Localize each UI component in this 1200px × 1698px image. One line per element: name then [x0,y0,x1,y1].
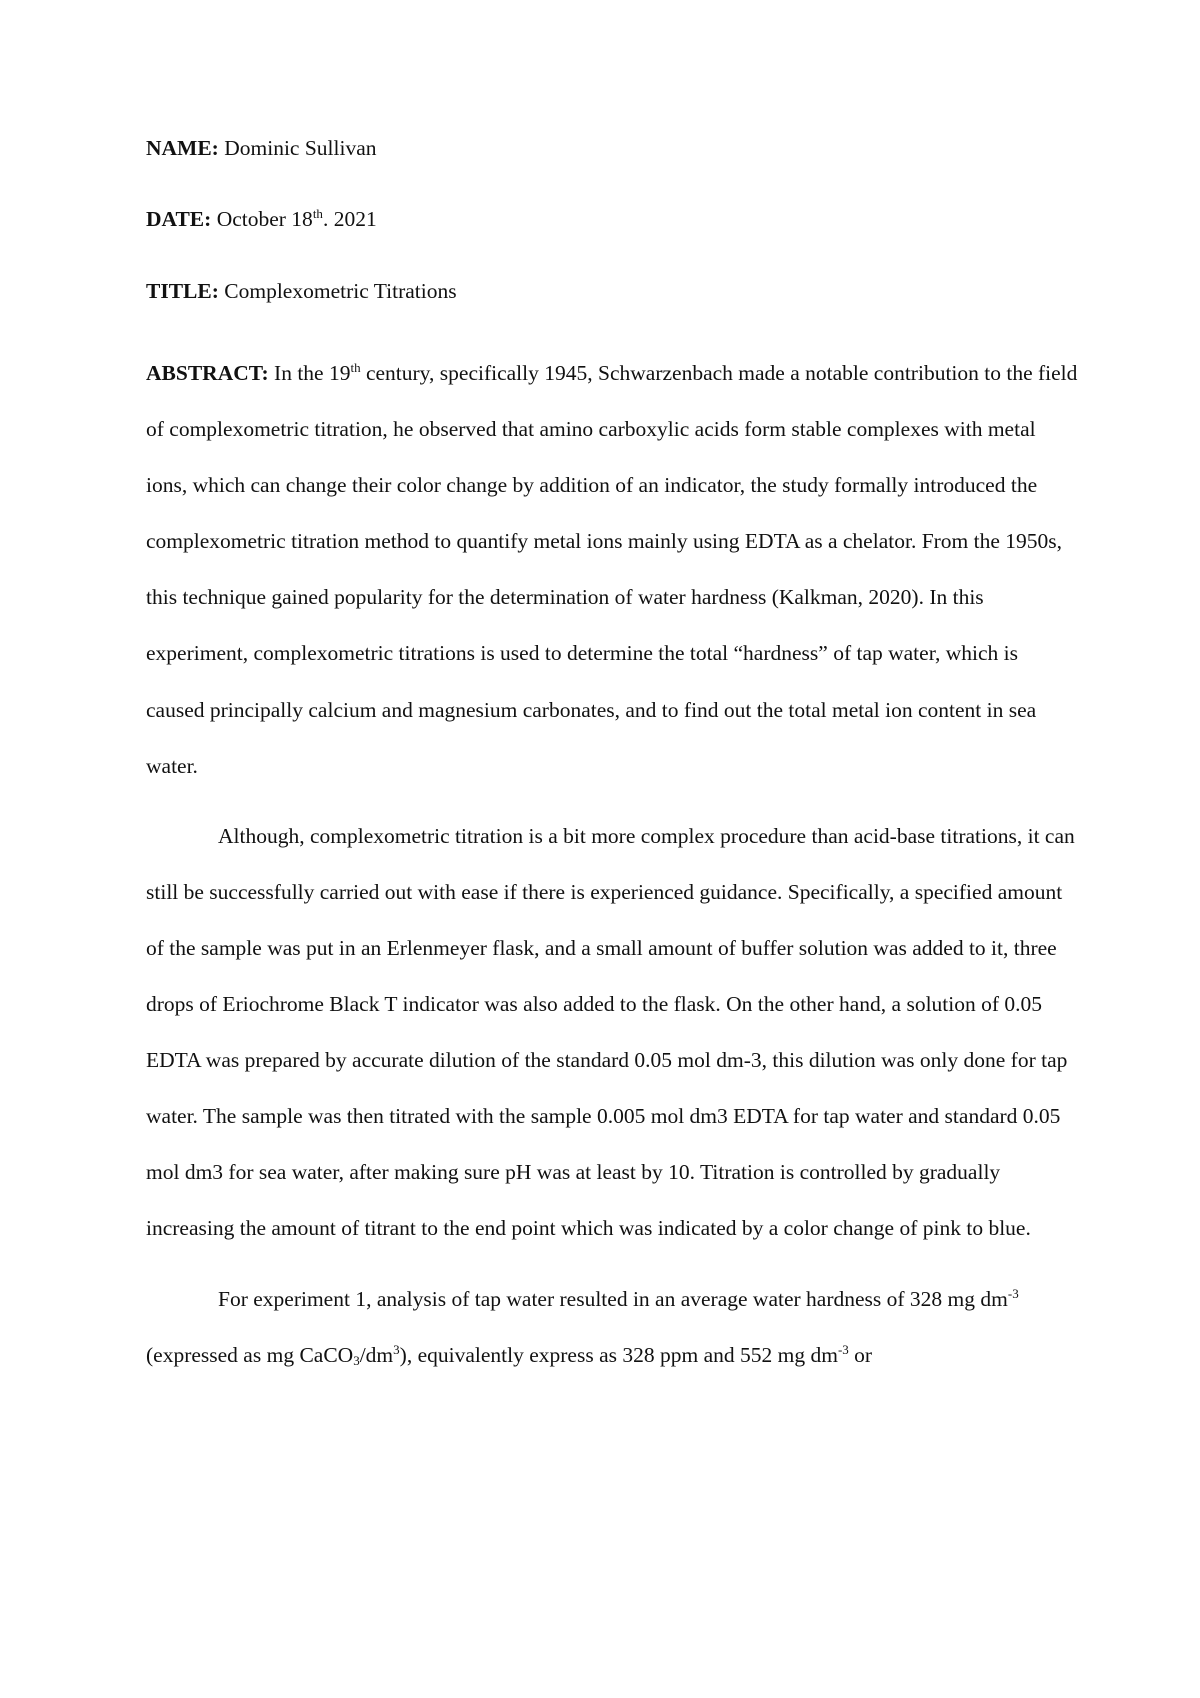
p3-sup-3: -3 [837,1341,849,1357]
p3-sup-1: -3 [1007,1285,1019,1301]
p3-part-d: ), equivalently express as 328 ppm and 552 mg dm [399,1342,838,1367]
date-year: . 2021 [322,207,377,231]
title-value: Complexometric Titrations [224,279,457,303]
p3-sub-1: 3 [353,1352,360,1368]
date-day: October 18 [216,207,313,231]
abstract-paragraph-1 [146,345,1080,794]
date-label: DATE: [146,207,212,231]
p3-part-e: or [848,1342,873,1367]
p3-sup-2: 3 [393,1341,400,1357]
name-value: Dominic Sullivan [224,136,377,160]
abstract-paragraph-2: Although, complexometric titration is a bit more complex procedure than acid-base titrations, it can still be successfully carried out with ease if there is experienced guidance. Specifically, a specified amount of the sample was put in an Erlenmeyer flask, and a small amount of buffer solution was added to it, three drops of Eriochrome Black T indicator was also added to the flask. On the other hand, a solution of 0.05 EDTA was prepared by accurate dilution of the standard 0.05 mol dm-3, this dilution was only done for tap water. The sample was then titrated with the sample 0.005 mol dm3 EDTA for tap water and standard 0.05 mol dm3 for sea water, after making sure pH was at least by 10. Titration is controlled by gradually increasing the amount of titrant to the end point which was indicated by a color change of pink to blue. [146,823,1075,1241]
p3-part-a: For experiment 1, analysis of tap water resulted in an average water hardness of 328 mg dm [218,1286,1008,1311]
abstract-p1-start: In the 19 [268,361,351,385]
title-field [146,279,1080,303]
date-field [146,207,1080,231]
p3-part-b: (expressed as mg CaCO [146,1342,354,1367]
abstract-paragraph-3 [146,1271,1080,1383]
abstract-p1-sup: th [350,360,361,375]
abstract-label: ABSTRACT: [146,361,269,385]
date-suffix: th [312,206,323,221]
name-label: NAME: [146,136,219,160]
name-field [146,136,1080,160]
abstract-p1-rest: century, specifically 1945, Schwarzenbach made a notable contribution to the field of complexometric titration, he observed that amino carboxylic acids form stable complexes with metal ions, which can change their color change by addition of an indicator, the study formally introduced the complexometric titration method to quantify metal ions mainly using EDTA as a chelator. From the 1950s, this technique gained popularity for the determination of water hardness (Kalkman, 2020). In this experiment, complexometric titrations is used to determine the total “hardness” of tap water, which is caused principally calcium and magnesium carbonates, and to find out the total metal ion content in sea water. [146,361,1078,778]
p3-part-c: /dm [359,1342,394,1367]
title-label: TITLE: [146,279,219,303]
